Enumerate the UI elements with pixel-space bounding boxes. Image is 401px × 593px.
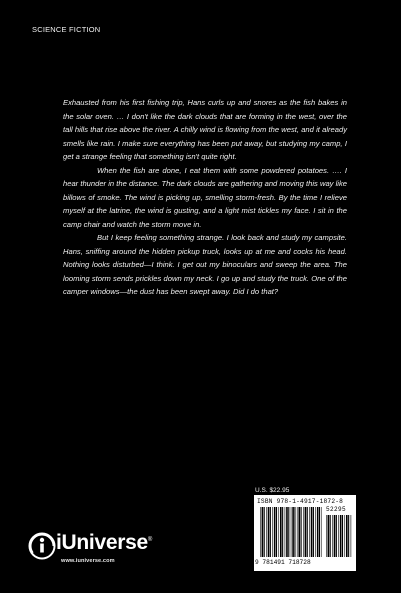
- barcode-bar: [303, 507, 304, 557]
- barcode-bar: [336, 515, 337, 557]
- barcode-bar: [301, 507, 302, 557]
- barcode-bar: [291, 507, 292, 557]
- blurb-text: [63, 96, 347, 299]
- barcode-bar: [268, 507, 270, 557]
- barcode-bar: [294, 507, 295, 557]
- barcode-bar: [260, 507, 261, 557]
- barcode-bar: [311, 507, 313, 557]
- iuniverse-logo-icon: [28, 532, 56, 560]
- registered-mark: ®: [147, 537, 152, 543]
- barcode-bar: [266, 507, 267, 557]
- barcode-bar: [286, 507, 288, 557]
- publisher-logo: [28, 530, 168, 570]
- barcode-bar: [307, 507, 308, 557]
- barcode-bar: [342, 515, 343, 557]
- publisher-name-text: iUniverse: [56, 531, 148, 554]
- barcode-bar: [309, 507, 310, 557]
- ean-digits: 9 781491 718728: [255, 559, 311, 566]
- barcode-bar: [262, 507, 264, 557]
- barcode-bar: [340, 515, 342, 557]
- barcode-bar: [313, 507, 314, 557]
- barcode-bar: [285, 507, 286, 557]
- barcode-bar: [351, 515, 352, 557]
- barcode-bar: [280, 507, 282, 557]
- barcode-bar: [278, 507, 279, 557]
- isbn-text: ISBN 978-1-4917-1872-8: [257, 498, 344, 505]
- barcode-bar: [292, 507, 294, 557]
- barcode-bar: [297, 507, 298, 557]
- barcode-bar: [330, 515, 331, 557]
- blurb-paragraph-1: Exhausted from his first fishing trip, Hans curls up and snores as the fish bakes in the solar oven. … I don't like the dark clouds that are forming in the west, over the tall hills that rise above the river. A chilly wind is flowing from the west, and it already smells like rain. I make sure everything has been put away, but studying my camp, I get a strange feeling that something isn't quite right.: [63, 98, 347, 161]
- publisher-name: [56, 531, 152, 555]
- blurb-paragraph-2: When the fish are done, I eat them with some powdered potatoes. …. I hear thunder in the distance. The dark clouds are gathering and moving this way like billows of smoke. The wind is picking up, smelling storm-fresh. By the time I relieve myself at the latrine, the wind is gusting, and a light mist tickles my face. I sit in the camp chair and watch the storm move in.: [63, 165, 347, 229]
- barcode-bar: [332, 515, 333, 557]
- genre-label: SCIENCE FICTION: [32, 25, 101, 34]
- barcode-bar: [326, 515, 327, 557]
- barcode-bar: [317, 507, 319, 557]
- barcode-bar: [305, 507, 307, 557]
- barcode-bar: [270, 507, 271, 557]
- barcode-bar: [338, 515, 339, 557]
- barcode-bar: [264, 507, 265, 557]
- barcode-bar: [276, 507, 277, 557]
- barcode-bar: [288, 507, 289, 557]
- barcode-bar: [298, 507, 300, 557]
- barcode-bar: [322, 507, 323, 557]
- addon-barcode-icon: [326, 515, 352, 557]
- price-label: U.S. $22.95: [255, 487, 290, 494]
- barcode-bar: [282, 507, 283, 557]
- barcode-bar: [319, 507, 320, 557]
- addon-digits: 52295: [326, 506, 347, 513]
- barcode-bar: [348, 515, 349, 557]
- barcode-block: [254, 495, 356, 571]
- barcode-bar: [346, 515, 348, 557]
- barcode-bar: [328, 515, 330, 557]
- barcode-bar: [274, 507, 276, 557]
- publisher-url: www.iuniverse.com: [61, 558, 115, 564]
- barcode-bar: [272, 507, 273, 557]
- blurb-paragraph-3: But I keep feeling something strange. I look back and study my campsite. Hans, sniffing around the hidden pickup truck, looks up at me and cocks his head. Nothing looks disturbed—I think. I get out my binoculars and sweep the area. The looming storm sends prickles down my neck. I go up and study the truck. One of the camper windows—the dust has been swept away. Did I do that?: [63, 233, 347, 296]
- barcode-bar: [315, 507, 316, 557]
- barcode-icon: [260, 507, 322, 557]
- barcode-bar: [344, 515, 345, 557]
- barcode-bar: [334, 515, 336, 557]
